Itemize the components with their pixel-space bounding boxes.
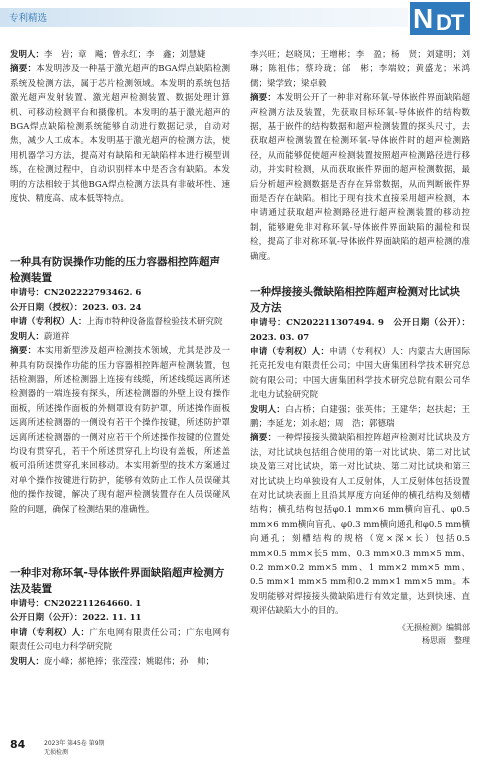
patent3-inventors-continued: 李兴旺；赵晓凤；王增彬；李 盈；杨 贤；刘建明；刘 琳；陈祖伟；蔡玲珑；邰 彬；李端姣；黄盛龙；米鸿儒；梁学致；梁卓毅 xyxy=(250,50,479,89)
patent2-inventor: 发明人：蔚道祥 xyxy=(10,331,70,342)
patent4-applicant: 申请（专利权）人：申请（专利权）人：内蒙古大唐国际托克托发电有限责任公司；中国大唐集团科学技术研究总院有限公司；中国大唐集团科学技术研究总院有限公司华北电力试验研究院 xyxy=(250,346,470,401)
patent4-title: 一种焊接接头微缺陷相控阵超声检测对比试块及方法 xyxy=(250,286,460,315)
patent3-applicant: 申请（专利权）人：广东电网有限责任公司；广东电网有限责任公司电力科学研究院 xyxy=(10,627,230,653)
patent2-app-number: 申请号：CN202222793462. 6 xyxy=(10,288,142,299)
patent4-app-number: 申请号：CN202211307494. 9 公开日期（公开）：2023. 03. 07 xyxy=(250,318,470,343)
page-number: 84 xyxy=(10,738,26,751)
editor-credit-dept: 《无损检测》编辑部 xyxy=(398,622,470,632)
journal-issue: 2023年 第45卷 第9期 xyxy=(44,740,105,747)
editor-credit xyxy=(250,621,470,647)
patent1-inventors: 发明人：李 岩；章 飚；曾永红；李 鑫；刘慧婕 xyxy=(10,50,206,60)
editor-credit-name: 杨思雨 整理 xyxy=(422,635,470,645)
section-label: 专利精选 xyxy=(9,13,48,24)
patent3-inventors: 发明人：庞小峰；郝艳捧；张滢滢；姚聪伟；孙 帅； xyxy=(10,656,215,667)
journal-info xyxy=(44,739,105,757)
patent2-abstract: 摘要：本实用新型涉及超声检测技术领域，尤其是涉及一种具有防误操作功能的压力容器相控阵超声检测装置，包括检测器，所述检测器上连接有线缆，所述线缆远离所述检测器的一端连接有探头，所述检测器的外壁上设有操作面板，所述操作面板的外侧罩设有防护罩，所述操作面板远离所述检测器的一侧设有若干个操作按键，所述防护罩远离所述检测器的一侧对应若干个所述操作按键的位置处均设有贯穿孔，若干个所述贯穿孔上均设有盖板，所述盖板可沿所述贯穿孔来回移动。本实用新型的技术方案通过对单个操作按键进行防护，能够有效防止工作人员误碰其他的操作按键，解决了现有超声检测装置存在人员误碰风险的问题，确保了检测结果的准确性。 xyxy=(10,346,230,515)
patent3-pub-date: 公开日期（公开）：2022. 11. 11 xyxy=(10,613,142,624)
patent3-title: 一种非对称环氧-导体嵌件界面缺陷超声检测方法及装置 xyxy=(10,566,225,595)
patent2-title: 一种具有防误操作功能的压力容器相控阵超声检测装置 xyxy=(10,256,220,285)
header-bar xyxy=(0,8,408,27)
logo-n: N xyxy=(413,3,434,34)
patent3-app-number: 申请号：CN202211264660. 1 xyxy=(10,598,142,609)
journal-logo xyxy=(410,2,470,35)
page-header xyxy=(0,0,480,38)
patent3-abstract: 摘要：本发明公开了一种非对称环氧-导体嵌件界面缺陷超声检测方法及装置，先获取目标环氧-导体嵌件的结构数据，基于嵌件的结构数据和超声检测装置的探头尺寸，去获取超声检测装置在检测环氧-导体嵌件时的超声检测路径，从而能够促使超声检测装置按照超声检测路径进行移动，并实时检测，从而获取嵌件界面的超声检测数据，最后分析超声检测数据是否存在异常数据，从而判断嵌件界面是否存在缺陷。相比于现有技术直接采用超声检测，本申请通过获取超声检测路径进行超声检测装置的移动控制，能够避免非对称环氧-导体嵌件界面缺陷的漏检和误检，提高了非对称环氧-导体嵌件界面缺陷的超声检测的准确度。 xyxy=(250,93,470,262)
patent4-abstract: 摘要：一种焊接接头微缺陷相控阵超声检测对比试块及方法，对比试块包括组合使用的第一对比试块、第二对比试块及第三对比试块，第一对比试块、第二对比试块和第三对比试块上均单独设有人工反射体，人工反射体包括设置在对比试块表面上且沿其厚度方向延伸的横孔结构及刻槽结构；横孔结构包括φ0.1 mm×6 mm横向盲孔、φ0.5 mm×6 mm横向盲孔、φ0.3 mm横向通孔和φ0.5 mm横向通孔；刻槽结构的规格（宽×深×长）包括0.5 mm×0.5 mm×长5 mm、0.3 mm×0.3 mm×5 mm、0.2 mm×0.2 mm×5 mm、1 mm×2 mm×5 mm、0.5 mm×1 mm×5 mm和0.2 mm×1 mm×5 mm。本发明能够对焊接接头微缺陷进行有效定量，达到快速、直观评估缺陷大小的目的。 xyxy=(250,433,470,617)
journal-name: 无损检测 xyxy=(44,749,69,756)
patent2-applicant: 申请（专利权）人：上海市特种设备监督检验技术研究院 xyxy=(10,317,223,328)
patent4-inventors: 发明人：白占桥；白建强；张英伟；王建华；赵扶起；王 鹏；李延龙；刘永超；周 浩；郭德瑞 xyxy=(250,404,479,429)
patent1-abstract: 摘要：本发明涉及一种基于激光超声的BGA焊点缺陷检测系统及检测方法，属于芯片检测领域。本发明的系统包括激光超声发射装置、激光超声检测装置、数据处理计算机、可移动检测平台和摄像机。本发明的基于激光超声的BGA焊点缺陷检测系统能够自动进行数据记录，自动对焦，减少人工成本。本发明基于激光超声的检测方法，使用机器学习方法，提高对有缺陷和无缺陷样本进行模型训练，在检测过程中，自动识别样本中是否含有缺陷。本发明的方法相较于其他BGA焊点检测方法具有非破坏性、速度快、精度高、成本低等特点。 xyxy=(10,64,230,205)
logo-dt: DT xyxy=(436,10,464,35)
left-column xyxy=(10,48,230,669)
right-column xyxy=(250,48,479,647)
patent2-pub-date: 公开日期（授权）：2023. 03. 24 xyxy=(10,302,142,313)
